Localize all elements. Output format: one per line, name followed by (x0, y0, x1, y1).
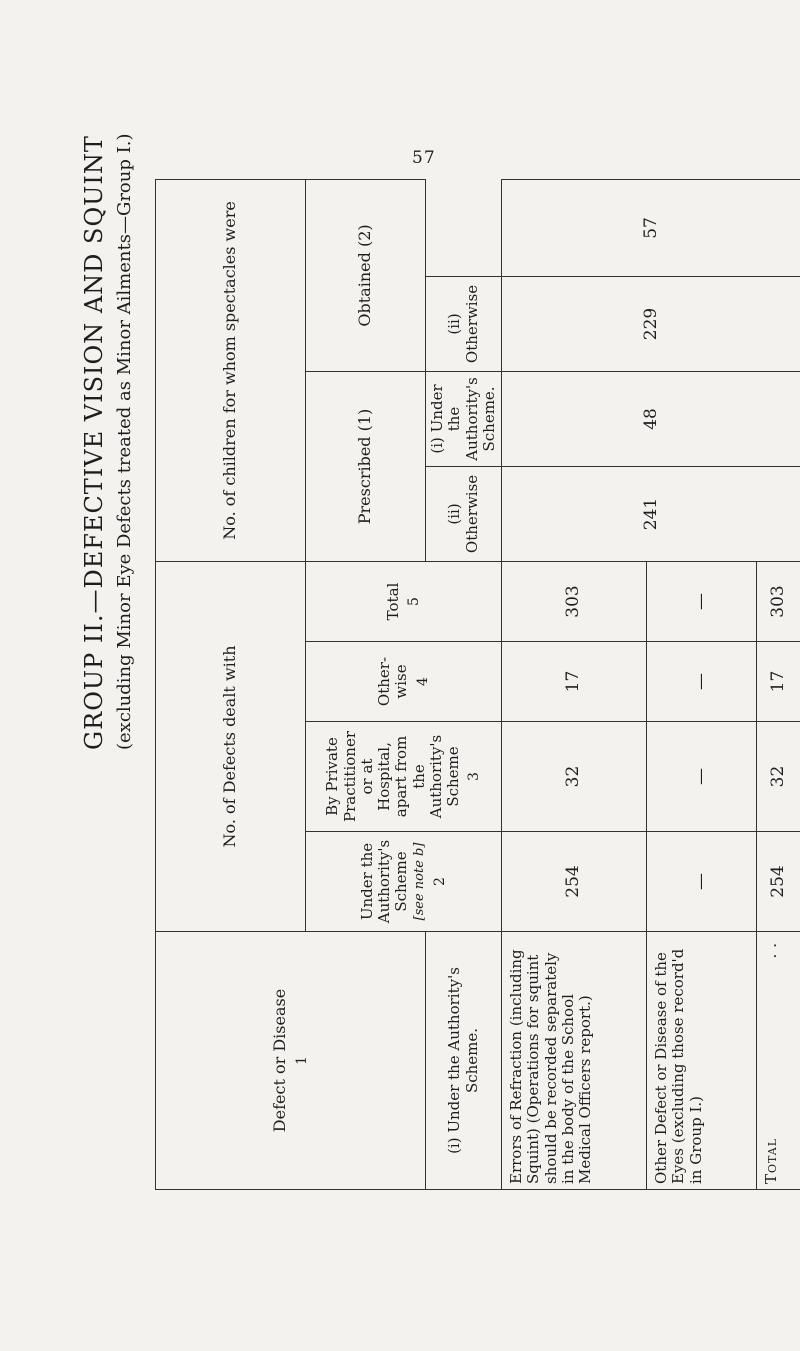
total-total: 303 (757, 561, 800, 641)
page-subtitle: (excluding Minor Eye Defects treated as Minor Ailments—Group I.) (114, 133, 135, 750)
total-row-dots: .. (762, 937, 780, 959)
total-row-label-cell (757, 932, 800, 1190)
page-number: 57 (412, 148, 436, 168)
total-value: — (647, 561, 757, 641)
total-row-label: Total (762, 1137, 780, 1184)
private-value: — (647, 722, 757, 832)
obtained-otherwise-value: 57 (502, 179, 800, 276)
private-label: By Private Practitioner or at Hospital, apart from the Authority's Scheme (323, 731, 463, 822)
obtained-under-value: 229 (502, 276, 800, 371)
otherwise-value: — (647, 642, 757, 722)
otherwise-col-number: 4 (414, 677, 431, 686)
total-value: 303 (502, 561, 647, 641)
page-title: GROUP II.—DEFECTIVE VISION AND SQUINT (80, 135, 108, 750)
otherwise-header (306, 642, 502, 722)
under-authority-label: Under the Authority's Scheme (357, 839, 411, 924)
total-under-authority: 254 (757, 832, 800, 932)
otherwise-value: 17 (502, 642, 647, 722)
otherwise-label: Other-wise (375, 656, 411, 707)
defect-header-label: Defect or Disease (270, 988, 290, 1133)
table-row (502, 179, 647, 1189)
total-label: Total (383, 582, 402, 621)
prescribed-otherwise-header: (ii) Otherwise (426, 466, 502, 561)
under-authority-value: — (647, 832, 757, 932)
total-private: 32 (757, 722, 800, 832)
under-authority-header (306, 832, 502, 932)
defect-cell: Errors of Refraction (including Squint) (Operations for squint should be recorded separately in the body of the School Medical Officers report.) (502, 932, 647, 1190)
defects-table-wrapper (155, 180, 789, 1190)
under-authority-col-number: 2 (432, 877, 449, 886)
prescribed-otherwise-value: 48 (502, 371, 800, 466)
prescribed-header: Prescribed (1) (306, 371, 426, 561)
under-authority-note: [see note b] (412, 842, 428, 921)
private-value: 32 (502, 722, 647, 832)
defect-header (156, 932, 426, 1190)
obtained-otherwise-header: (ii) Otherwise (426, 276, 502, 371)
prescribed-under-header: (i) Under the Authority's Scheme. (426, 932, 502, 1190)
defects-table (155, 179, 800, 1190)
total-col-number: 5 (406, 597, 423, 606)
defect-col-number: 1 (293, 1056, 310, 1065)
total-otherwise: 17 (757, 642, 800, 722)
private-header (306, 722, 502, 832)
dealt-with-header: No. of Defects dealt with (156, 561, 306, 931)
private-col-number: 3 (466, 772, 483, 781)
under-authority-value: 254 (502, 832, 647, 932)
defect-cell: Other Defect or Disease of the Eyes (excluding those record'd in Group I.) (647, 932, 757, 1190)
obtained-header: Obtained (2) (306, 179, 426, 371)
spectacles-header: No. of children for whom spectacles were (156, 179, 306, 561)
obtained-under-header: (i) Under the Authority's Scheme. (426, 371, 502, 466)
prescribed-under-value: 241 (502, 466, 800, 561)
total-header (306, 561, 502, 641)
